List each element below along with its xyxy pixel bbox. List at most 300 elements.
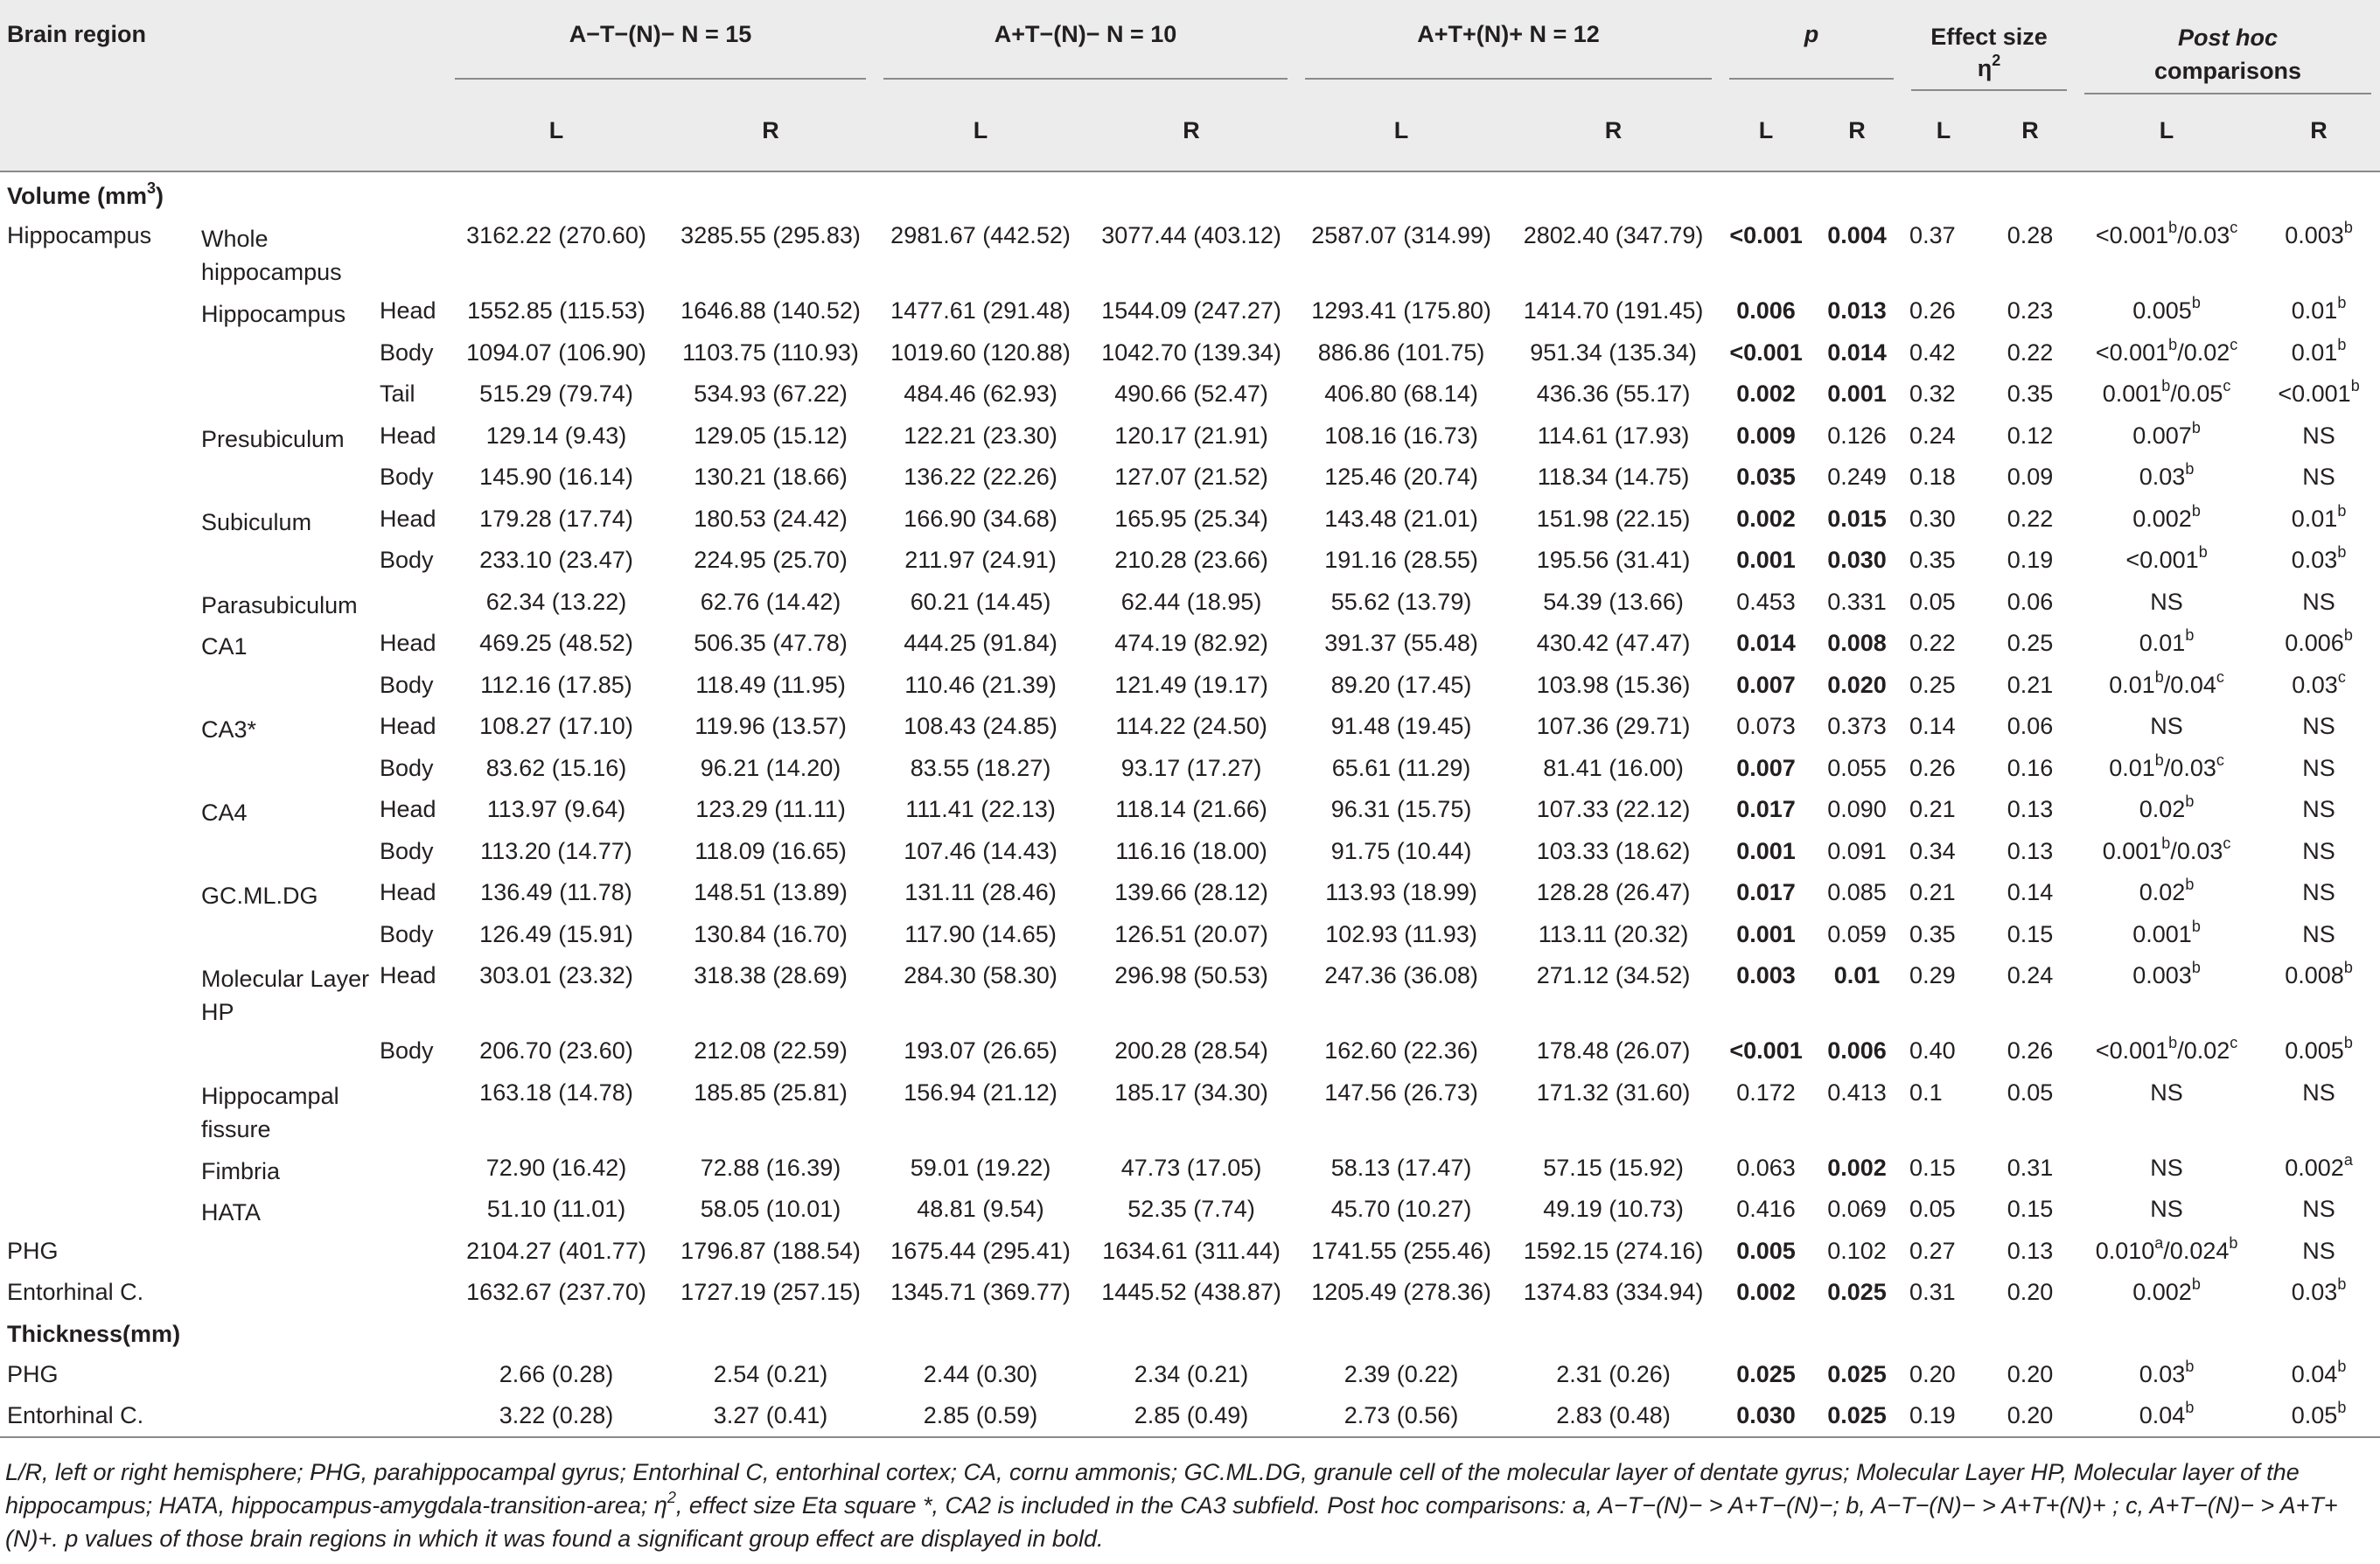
cell-subregion: HATA xyxy=(201,1199,262,1225)
cell-p-L: 0.014 xyxy=(1736,630,1796,656)
cell-eff-R: 0.06 xyxy=(2007,588,2054,615)
cell-value: 430.42 (47.47) xyxy=(1536,630,1691,656)
col-g3-R: R xyxy=(1604,117,1623,143)
cell-part xyxy=(380,1231,446,1273)
table-row xyxy=(0,831,2380,873)
cell-eff-L: 0.34 xyxy=(1909,837,1956,864)
cell-value: 147.56 (26.73) xyxy=(1324,1079,1478,1106)
table-row xyxy=(0,955,2380,1030)
cell-value: 3285.55 (295.83) xyxy=(680,222,861,248)
cell-ph-R: 0.01$^b$ xyxy=(2291,501,2347,532)
table-header xyxy=(0,0,2380,171)
cell-value: 148.51 (13.89) xyxy=(694,879,848,905)
cell-p-R: 0.090 xyxy=(1827,796,1887,822)
cell-p-R: 0.006 xyxy=(1827,1037,1887,1064)
cell-region xyxy=(0,955,196,1030)
cell-value: 1646.88 (140.52) xyxy=(680,297,861,324)
cell-eff-L: 0.20 xyxy=(1909,1360,1956,1387)
cell-value: 139.66 (28.12) xyxy=(1114,879,1268,905)
table-row xyxy=(0,215,2380,290)
cell-ph-R: 0.03$^c$ xyxy=(2292,667,2346,698)
table-body xyxy=(0,171,2380,1437)
cell-value: 54.39 (13.66) xyxy=(1543,588,1684,615)
cell-region: PHG xyxy=(7,1360,59,1387)
cell-ph-L: <0.001$^b$ xyxy=(2125,543,2208,573)
cell-eff-L: 0.30 xyxy=(1909,505,1956,532)
cell-ph-R: NS xyxy=(2302,837,2335,864)
col-g2-R: R xyxy=(1183,117,1200,143)
cell-value: 166.90 (34.68) xyxy=(904,505,1057,532)
cell-part: Body xyxy=(380,837,434,864)
cell-value: 117.90 (14.65) xyxy=(904,920,1057,947)
cell-subregion: CA1 xyxy=(201,633,248,660)
cell-eff-R: 0.09 xyxy=(2007,464,2054,490)
cell-ph-L: 0.03$^b$ xyxy=(2139,460,2195,490)
col-p-R: R xyxy=(1848,117,1866,143)
cell-ph-L: <0.001$^b$/0.02$^c$ xyxy=(2095,335,2238,366)
cell-value: 62.76 (14.42) xyxy=(700,588,841,615)
col-eff-R: R xyxy=(2021,117,2039,143)
cell-part: Head xyxy=(380,713,436,739)
cell-ph-R: NS xyxy=(2302,713,2335,739)
col-g1-L: L xyxy=(548,117,564,143)
cell-eff-R: 0.15 xyxy=(2007,1196,2054,1222)
cell-eff-L: 0.26 xyxy=(1909,754,1956,781)
cell-ph-R: 0.03$^b$ xyxy=(2291,543,2347,573)
table-row xyxy=(0,374,2380,415)
cell-eff-R: 0.12 xyxy=(2007,422,2054,449)
cell-value: 127.07 (21.52) xyxy=(1114,464,1268,490)
cell-value: 113.11 (20.32) xyxy=(1538,920,1689,947)
cell-value: 2.73 (0.56) xyxy=(1296,1395,1506,1437)
cell-value: 3077.44 (403.12) xyxy=(1101,222,1281,248)
cell-subregion xyxy=(196,914,380,956)
cell-eff-L: 0.27 xyxy=(1909,1237,1956,1264)
cell-value: 284.30 (58.30) xyxy=(904,962,1057,988)
cell-value: 145.90 (16.14) xyxy=(479,464,633,490)
cell-part: Body xyxy=(380,547,434,573)
cell-value: 193.07 (26.65) xyxy=(904,1037,1057,1064)
cell-p-R: 0.01 xyxy=(1833,962,1881,988)
table-row xyxy=(0,1354,2380,1396)
cell-p-L: 0.001 xyxy=(1736,920,1796,947)
cell-value: 130.84 (16.70) xyxy=(694,920,848,947)
cell-region xyxy=(0,374,196,415)
cell-value: 89.20 (17.45) xyxy=(1330,671,1472,698)
cell-value: 3.27 (0.41) xyxy=(667,1395,875,1437)
cell-value: 72.88 (16.39) xyxy=(700,1154,841,1181)
cell-eff-R: 0.19 xyxy=(2007,547,2054,573)
cell-value: 1675.44 (295.41) xyxy=(890,1237,1071,1264)
cell-value: 515.29 (79.74) xyxy=(479,381,633,407)
cell-ph-R: NS xyxy=(2302,464,2335,490)
cell-p-L: 0.001 xyxy=(1736,547,1796,573)
cell-p-R: 0.126 xyxy=(1827,422,1887,449)
cell-value: 2.44 (0.30) xyxy=(923,1360,1038,1387)
cell-value: 534.93 (67.22) xyxy=(694,381,848,407)
cell-p-L: <0.001 xyxy=(1729,339,1803,366)
cell-region: PHG xyxy=(7,1237,59,1264)
cell-region xyxy=(0,748,196,790)
cell-part: Tail xyxy=(380,381,415,407)
header-group-3: A+T+(N)+ N = 12 xyxy=(1296,0,1720,94)
cell-value: 162.60 (22.36) xyxy=(1324,1037,1478,1064)
cell-part xyxy=(380,1072,446,1148)
cell-value: 951.34 (135.34) xyxy=(1530,339,1697,366)
cell-p-L: <0.001 xyxy=(1729,222,1803,248)
cell-value: 490.66 (52.47) xyxy=(1114,381,1268,407)
cell-value: 45.70 (10.27) xyxy=(1330,1196,1472,1222)
col-g2-L: L xyxy=(973,117,988,143)
table-row xyxy=(0,748,2380,790)
cell-value: 185.17 (34.30) xyxy=(1114,1079,1268,1106)
cell-subregion: Presubiculum xyxy=(201,425,345,452)
cell-p-R: 0.008 xyxy=(1827,630,1887,656)
cell-eff-L: 0.35 xyxy=(1909,920,1956,947)
cell-value: 1345.71 (369.77) xyxy=(890,1279,1071,1305)
cell-value: 247.36 (36.08) xyxy=(1324,962,1478,988)
cell-value: 120.17 (21.91) xyxy=(1114,422,1268,449)
cell-region xyxy=(0,540,196,582)
cell-value: 121.49 (19.17) xyxy=(1114,671,1268,698)
cell-value: 136.49 (11.78) xyxy=(480,879,632,905)
cell-value: 118.49 (11.95) xyxy=(695,671,846,698)
cell-value: 113.20 (14.77) xyxy=(480,837,632,864)
cell-p-R: 0.014 xyxy=(1827,339,1887,366)
cell-region: Entorhinal C. xyxy=(0,1395,196,1437)
cell-region xyxy=(0,332,196,374)
cell-eff-R: 0.22 xyxy=(2007,505,2054,532)
cell-region xyxy=(0,582,196,624)
cell-subregion xyxy=(196,1272,380,1314)
cell-value: 1293.41 (175.80) xyxy=(1311,297,1491,324)
cell-region xyxy=(0,872,196,914)
cell-ph-L: 0.001$^b$/0.05$^c$ xyxy=(2102,377,2231,407)
cell-value: 171.32 (31.60) xyxy=(1536,1079,1691,1106)
table-row xyxy=(0,706,2380,748)
cell-value: 136.22 (22.26) xyxy=(904,464,1057,490)
cell-eff-R: 0.13 xyxy=(2007,1237,2054,1264)
cell-value: 2.66 (0.28) xyxy=(499,1360,614,1387)
cell-eff-R: 0.06 xyxy=(2007,713,2054,739)
cell-ph-R: 0.01$^b$ xyxy=(2291,294,2347,324)
cell-value: 2.31 (0.26) xyxy=(1556,1360,1671,1387)
cell-value: 81.41 (16.00) xyxy=(1543,754,1684,781)
cell-p-R: 0.004 xyxy=(1827,222,1887,248)
cell-ph-L: 0.005$^b$ xyxy=(2132,294,2201,324)
cell-p-R: 0.085 xyxy=(1827,879,1887,905)
cell-value: 107.36 (29.71) xyxy=(1536,713,1691,739)
cell-value: 125.46 (20.74) xyxy=(1324,464,1478,490)
col-eff-L: L xyxy=(1936,117,1951,143)
cell-value: 91.75 (10.44) xyxy=(1330,837,1472,864)
cell-value: 1727.19 (257.15) xyxy=(680,1279,861,1305)
cell-subregion xyxy=(196,457,380,499)
cell-part xyxy=(380,582,446,624)
header-group-1: A−T−(N)− N = 15 xyxy=(446,0,875,94)
cell-part xyxy=(380,1148,446,1190)
cell-eff-L: 0.15 xyxy=(1909,1154,1956,1181)
table-row xyxy=(0,665,2380,707)
cell-value: 96.21 (14.20) xyxy=(700,754,841,781)
cell-ph-L: 0.01$^b$/0.03$^c$ xyxy=(2109,751,2224,781)
cell-eff-R: 0.13 xyxy=(2007,837,2054,864)
cell-subregion xyxy=(196,374,380,415)
cell-p-L: 0.002 xyxy=(1736,1279,1796,1305)
cell-p-R: 0.025 xyxy=(1811,1395,1902,1437)
cell-region xyxy=(0,914,196,956)
cell-part xyxy=(380,1395,446,1437)
cell-value: 103.33 (18.62) xyxy=(1536,837,1691,864)
cell-ph-R: NS xyxy=(2302,588,2335,615)
cell-p-L: 0.416 xyxy=(1736,1196,1796,1222)
cell-p-R: 0.249 xyxy=(1827,464,1887,490)
cell-value: 114.22 (24.50) xyxy=(1115,713,1267,739)
cell-value: 52.35 (7.74) xyxy=(1127,1196,1255,1222)
table-row xyxy=(0,1395,2380,1437)
table-row xyxy=(0,290,2380,332)
cell-subregion: Subiculum xyxy=(201,508,312,535)
cell-value: 1741.55 (255.46) xyxy=(1311,1237,1491,1264)
cell-value: 886.86 (101.75) xyxy=(1317,339,1485,366)
cell-value: 119.96 (13.57) xyxy=(694,713,847,739)
cell-subregion xyxy=(196,831,380,873)
cell-value: 102.93 (11.93) xyxy=(1325,920,1477,947)
cell-ph-L: 0.02$^b$ xyxy=(2139,876,2195,905)
cell-ph-L: NS xyxy=(2150,588,2183,615)
cell-subregion: Whole hippocampus xyxy=(201,226,342,285)
cell-value: 107.33 (22.12) xyxy=(1536,796,1691,822)
section-volume: Volume $(mm^3)$ xyxy=(7,179,164,209)
cell-value: 118.09 (16.65) xyxy=(694,837,847,864)
cell-part: Head xyxy=(380,422,436,449)
cell-value: 62.34 (13.22) xyxy=(485,588,627,615)
cell-ph-R: NS xyxy=(2302,879,2335,905)
cell-value: 1632.67 (237.70) xyxy=(466,1279,646,1305)
cell-subregion: GC.ML.DG xyxy=(201,883,318,909)
cell-ph-R: 0.008$^b$ xyxy=(2285,959,2353,988)
cell-region xyxy=(0,1030,196,1072)
table-row xyxy=(0,499,2380,541)
cell-ph-L: NS xyxy=(2150,713,2183,739)
cell-p-R: 0.001 xyxy=(1827,381,1887,407)
cell-value: 113.97 (9.64) xyxy=(486,796,626,822)
cell-value: 116.16 (18.00) xyxy=(1115,837,1267,864)
cell-value: 51.10 (11.01) xyxy=(486,1196,626,1222)
table-row xyxy=(0,1030,2380,1072)
cell-eff-R: 0.13 xyxy=(2007,796,2054,822)
header-post-hoc: Post hoc comparisons xyxy=(2076,0,2380,94)
table-row xyxy=(0,415,2380,457)
col-ph-L: L xyxy=(2159,117,2174,143)
cell-value: 130.21 (18.66) xyxy=(694,464,848,490)
cell-region xyxy=(0,290,196,332)
cell-ph-L: 0.04$^b$ xyxy=(2076,1395,2258,1437)
cell-value: 48.81 (9.54) xyxy=(917,1196,1044,1222)
cell-value: 57.15 (15.92) xyxy=(1543,1154,1684,1181)
cell-value: 444.25 (91.84) xyxy=(904,630,1057,656)
cell-value: 1094.07 (106.90) xyxy=(466,339,646,366)
cell-value: 1592.15 (274.16) xyxy=(1523,1237,1704,1264)
cell-value: 1414.70 (191.45) xyxy=(1523,297,1704,324)
cell-eff-R: 0.22 xyxy=(2007,339,2054,366)
cell-p-L: 0.025 xyxy=(1736,1360,1796,1387)
cell-p-R: 0.002 xyxy=(1827,1154,1887,1181)
cell-eff-L: 0.1 xyxy=(1909,1079,1943,1106)
cell-ph-L: 0.02$^b$ xyxy=(2139,792,2195,822)
cell-eff-R: 0.23 xyxy=(2007,297,2054,324)
cell-region xyxy=(0,415,196,457)
cell-p-L: 0.172 xyxy=(1736,1079,1796,1106)
cell-eff-L: 0.35 xyxy=(1909,547,1956,573)
cell-p-L: 0.009 xyxy=(1736,422,1796,449)
cell-value: 195.56 (31.41) xyxy=(1536,547,1691,573)
cell-eff-L: 0.32 xyxy=(1909,381,1956,407)
cell-value: 391.37 (55.48) xyxy=(1324,630,1478,656)
cell-p-R: 0.091 xyxy=(1827,837,1887,864)
cell-value: 103.98 (15.36) xyxy=(1536,671,1691,698)
cell-ph-L: 0.01$^b$/0.04$^c$ xyxy=(2109,667,2224,698)
cell-value: 128.28 (26.47) xyxy=(1536,879,1691,905)
cell-subregion xyxy=(196,665,380,707)
cell-value: 83.62 (15.16) xyxy=(485,754,627,781)
cell-eff-R: 0.28 xyxy=(2007,222,2054,248)
cell-value: 484.46 (62.93) xyxy=(904,381,1057,407)
cell-subregion: CA4 xyxy=(201,799,248,826)
cell-ph-R: NS xyxy=(2302,1237,2335,1264)
cell-region xyxy=(0,623,196,665)
cell-part: Head xyxy=(380,796,436,822)
cell-ph-L: NS xyxy=(2150,1154,2183,1181)
cell-ph-L: 0.002$^b$ xyxy=(2132,501,2201,532)
cell-eff-R: 0.26 xyxy=(2007,1037,2054,1064)
cell-value: 2.83 (0.48) xyxy=(1506,1395,1720,1437)
table-row xyxy=(0,1231,2380,1273)
cell-p-R: 0.373 xyxy=(1827,713,1887,739)
cell-ph-R: <0.001$^b$ xyxy=(2278,377,2360,407)
cell-ph-R: 0.002$^a$ xyxy=(2285,1150,2353,1181)
cell-ph-L: 0.01$^b$ xyxy=(2139,626,2195,656)
cell-value: 131.11 (28.46) xyxy=(904,879,1057,905)
cell-eff-R: 0.05 xyxy=(2007,1079,2054,1106)
table-row xyxy=(0,914,2380,956)
cell-ph-R: NS xyxy=(2302,422,2335,449)
cell-eff-R: 0.16 xyxy=(2007,754,2054,781)
cell-value: 3162.22 (270.60) xyxy=(466,222,646,248)
cell-p-L: 0.063 xyxy=(1736,1154,1796,1181)
cell-value: 211.97 (24.91) xyxy=(904,547,1057,573)
cell-value: 151.98 (22.15) xyxy=(1536,505,1691,532)
cell-value: 271.12 (34.52) xyxy=(1536,962,1691,988)
cell-region xyxy=(0,789,196,831)
cell-region xyxy=(0,831,196,873)
cell-value: 129.05 (15.12) xyxy=(694,422,848,449)
cell-part: Body xyxy=(380,754,434,781)
section-thickness: Thickness(mm) xyxy=(7,1320,181,1347)
cell-part: Head xyxy=(380,962,436,988)
cell-eff-L: 0.05 xyxy=(1909,588,1956,615)
cell-ph-L: 0.003$^b$ xyxy=(2132,959,2201,988)
cell-p-L: 0.006 xyxy=(1736,297,1796,324)
cell-region: Entorhinal C. xyxy=(7,1279,144,1305)
cell-eff-L: 0.26 xyxy=(1909,297,1956,324)
cell-part xyxy=(380,1272,446,1314)
col-ph-R: R xyxy=(2310,117,2328,143)
cell-eff-R: 0.25 xyxy=(2007,630,2054,656)
cell-eff-L: 0.31 xyxy=(1909,1279,1956,1305)
cell-ph-L: 0.03$^b$ xyxy=(2139,1357,2195,1387)
cell-value: 3.22 (0.28) xyxy=(446,1395,667,1437)
cell-ph-R: NS xyxy=(2302,796,2335,822)
cell-p-R: 0.025 xyxy=(1827,1279,1887,1305)
cell-value: 233.10 (23.47) xyxy=(479,547,633,573)
table-row xyxy=(0,1272,2380,1314)
cell-region xyxy=(0,1072,196,1148)
cell-value: 83.55 (18.27) xyxy=(910,754,1051,781)
cell-value: 1552.85 (115.53) xyxy=(467,297,646,324)
cell-eff-R: 0.31 xyxy=(2007,1154,2054,1181)
cell-value: 107.46 (14.43) xyxy=(904,837,1057,864)
cell-value: 58.13 (17.47) xyxy=(1330,1154,1472,1181)
cell-value: 224.95 (25.70) xyxy=(694,547,848,573)
cell-eff-R: 0.14 xyxy=(2007,879,2054,905)
cell-value: 65.61 (11.29) xyxy=(1331,754,1471,781)
cell-value: 1042.70 (139.34) xyxy=(1101,339,1281,366)
cell-eff-L: 0.05 xyxy=(1909,1196,1956,1222)
cell-eff-L: 0.25 xyxy=(1909,671,1956,698)
table-row xyxy=(0,872,2380,914)
cell-value: 96.31 (15.75) xyxy=(1330,796,1472,822)
cell-part: Body xyxy=(380,464,434,490)
cell-subregion: Parasubiculum xyxy=(201,591,358,618)
cell-value: 108.16 (16.73) xyxy=(1324,422,1478,449)
cell-value: 55.62 (13.79) xyxy=(1330,588,1472,615)
cell-eff-L: 0.40 xyxy=(1909,1037,1956,1064)
cell-subregion: Hippocampal fissure xyxy=(201,1082,339,1142)
cell-value: 469.25 (48.52) xyxy=(479,630,633,656)
cell-value: 91.48 (19.45) xyxy=(1330,713,1472,739)
cell-ph-R: NS xyxy=(2302,1079,2335,1106)
cell-value: 436.36 (55.17) xyxy=(1536,381,1691,407)
cell-value: 118.14 (21.66) xyxy=(1115,796,1267,822)
cell-value: 1445.52 (438.87) xyxy=(1101,1279,1281,1305)
cell-part xyxy=(380,215,446,290)
cell-part xyxy=(380,1354,446,1396)
cell-value: 59.01 (19.22) xyxy=(910,1154,1051,1181)
cell-subregion: Molecular Layer HP xyxy=(201,966,370,1025)
col-p-L: L xyxy=(1758,117,1774,143)
table-row xyxy=(0,623,2380,665)
cell-part: Body xyxy=(380,1037,434,1064)
cell-subregion xyxy=(196,540,380,582)
cell-part: Body xyxy=(380,671,434,698)
table-row xyxy=(0,582,2380,624)
cell-p-L: 0.007 xyxy=(1736,671,1796,698)
cell-ph-L: <0.001$^b$/0.03$^c$ xyxy=(2095,219,2238,248)
cell-value: 1374.83 (334.94) xyxy=(1523,1279,1704,1305)
header-group-2: A+T−(N)− N = 10 xyxy=(875,0,1296,94)
cell-p-L: 0.035 xyxy=(1736,464,1796,490)
cell-eff-L: 0.42 xyxy=(1909,339,1956,366)
cell-value: 1019.60 (120.88) xyxy=(890,339,1071,366)
cell-ph-R: 0.04$^b$ xyxy=(2291,1357,2347,1387)
cell-eff-L: 0.22 xyxy=(1909,630,1956,656)
cell-value: 49.19 (10.73) xyxy=(1543,1196,1684,1222)
cell-value: 303.01 (23.32) xyxy=(479,962,633,988)
cell-value: 111.41 (22.13) xyxy=(905,796,1056,822)
cell-value: 2981.67 (442.52) xyxy=(890,222,1071,248)
cell-ph-R: NS xyxy=(2302,754,2335,781)
